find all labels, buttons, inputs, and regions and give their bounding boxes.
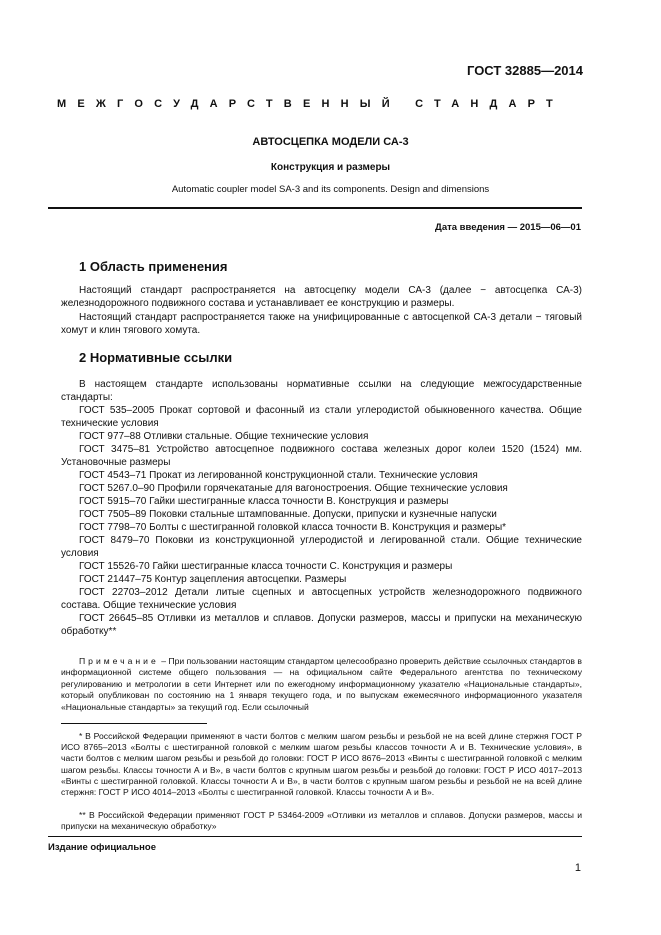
note-text: – При пользовании настоящим стандартом целесообразно проверить действие ссылочных стандартов в информационной системе общего пользования — на официальном сайте Федерального агентства по техническому регулированию и метрологии в сети Интернет или по ежегодному информационному указателю «Национальные стандарты», который опубликован по состоянию на 1 января текущего года, и по выпускам ежемесячного информационного указателя «Национальные стандарты» за текущий год. Если ссылочный [61,656,582,712]
reference-item: ГОСТ 15526-70 Гайки шестигранные класса точности С. Конструкция и размеры [79,561,453,572]
standard-code: ГОСТ 32885—2014 [467,63,583,78]
introduction-date: Дата введения — 2015—06—01 [435,222,581,233]
reference-item: ГОСТ 5915–70 Гайки шестигранные класса точности В. Конструкция и размеры [79,496,449,507]
english-title: Automatic coupler model SA-3 and its components. Design and dimensions [171,184,490,195]
reference-item: ГОСТ 8479–70 Поковки из конструкционной углеродистой и легированной стали. Общие технические условия [61,535,582,559]
note-label: Примечание [79,656,159,666]
edition-label: Издание официальное [48,842,156,853]
section-2-intro: В настоящем стандарте использованы нормативные ссылки на следующие межгосударственные стандарты: [61,379,582,403]
section-1-heading: 1 Область применения [79,259,228,274]
footnote-divider [61,723,207,724]
reference-item: ГОСТ 21447–75 Контур зацепления автосцепки. Размеры [79,574,347,585]
section-1-paragraph: Настоящий стандарт распространяется на автосцепку модели СА-3 (далее − автосцепка СА-3) железнодорожного подвижного состава и устанавливает ее конструкцию и размеры. [61,285,582,309]
reference-item: ГОСТ 5267.0–90 Профили горячекатаные для вагоностроения. Общие технические условия [79,483,508,494]
section-2-heading: 2 Нормативные ссылки [79,350,233,365]
footnote: * В Российской Федерации применяют в части болтов с мелким шагом резьбы и резьбой не на всей длине стержня ГОСТ Р ИСО 8765–2013 «Болты с шестигранной головкой с мелким шагом резьбы классов точности А и В. Технические условия», в части болтов с мелким шагом резьбы и резьбой до головки: ГОСТ Р ИСО 8676–2013 «Винты с шестигранной головкой с мелким шагом резьбы. Классы точности А и В», в части болтов с крупным шагом резьбы и резьбой до головки: ГОСТ Р ИСО 4017–2013 «Винты с шестигранной головкой. Классы точности А и В», в части болтов с крупным шагом резьбы и резьбой не на всей длине стержня: ГОСТ Р ИСО 4014–2013 «Болты с шестигранной головкой. Классы точности А и В». [61,731,582,798]
footnote: ** В Российской Федерации применяют ГОСТ Р 53464-2009 «Отливки из металлов и сплавов. Допуски размеров, массы и припуски на механическую обработку» [61,810,582,832]
document-subtitle: Конструкция и размеры [270,162,391,173]
standard-type-banner: МЕЖГОСУДАРСТВЕННЫЙ СТАНДАРТ [57,98,564,110]
reference-item: ГОСТ 977–88 Отливки стальные. Общие технические условия [79,431,369,442]
section-1-paragraph: Настоящий стандарт распространяется также на унифицированные с автосцепкой СА-3 детали − тяговый хомут и клин тягового хомута. [61,312,582,336]
reference-item: ГОСТ 535–2005 Прокат сортовой и фасонный из стали углеродистой обыкновенного качества. Общие технические условия [61,405,582,429]
reference-item: ГОСТ 4543–71 Прокат из легированной конструкционной стали. Технические условия [79,470,478,481]
reference-item: ГОСТ 22703–2012 Детали литые сцепных и автосцепных устройств железнодорожного подвижного состава. Общие технические условия [61,587,582,611]
document-title: АВТОСЦЕПКА МОДЕЛИ СА-3 [252,136,409,148]
reference-item: ГОСТ 7505–89 Поковки стальные штампованные. Допуски, припуски и кузнечные напуски [79,509,497,520]
normative-references-list [61,404,582,638]
reference-item: ГОСТ 26645–85 Отливки из металлов и сплавов. Допуски размеров, массы и припуски на механическую обработку** [61,613,582,637]
title-divider [48,207,582,209]
reference-item: ГОСТ 3475–81 Устройство автосцепное подвижного состава железных дорог колеи 1520 (1524) мм. Установочные размеры [61,444,582,468]
page-number: 1 [574,862,581,874]
footer-divider [48,836,582,837]
reference-item: ГОСТ 7798–70 Болты с шестигранной головкой класса точности В. Конструкция и размеры* [79,522,507,533]
note [61,656,582,713]
